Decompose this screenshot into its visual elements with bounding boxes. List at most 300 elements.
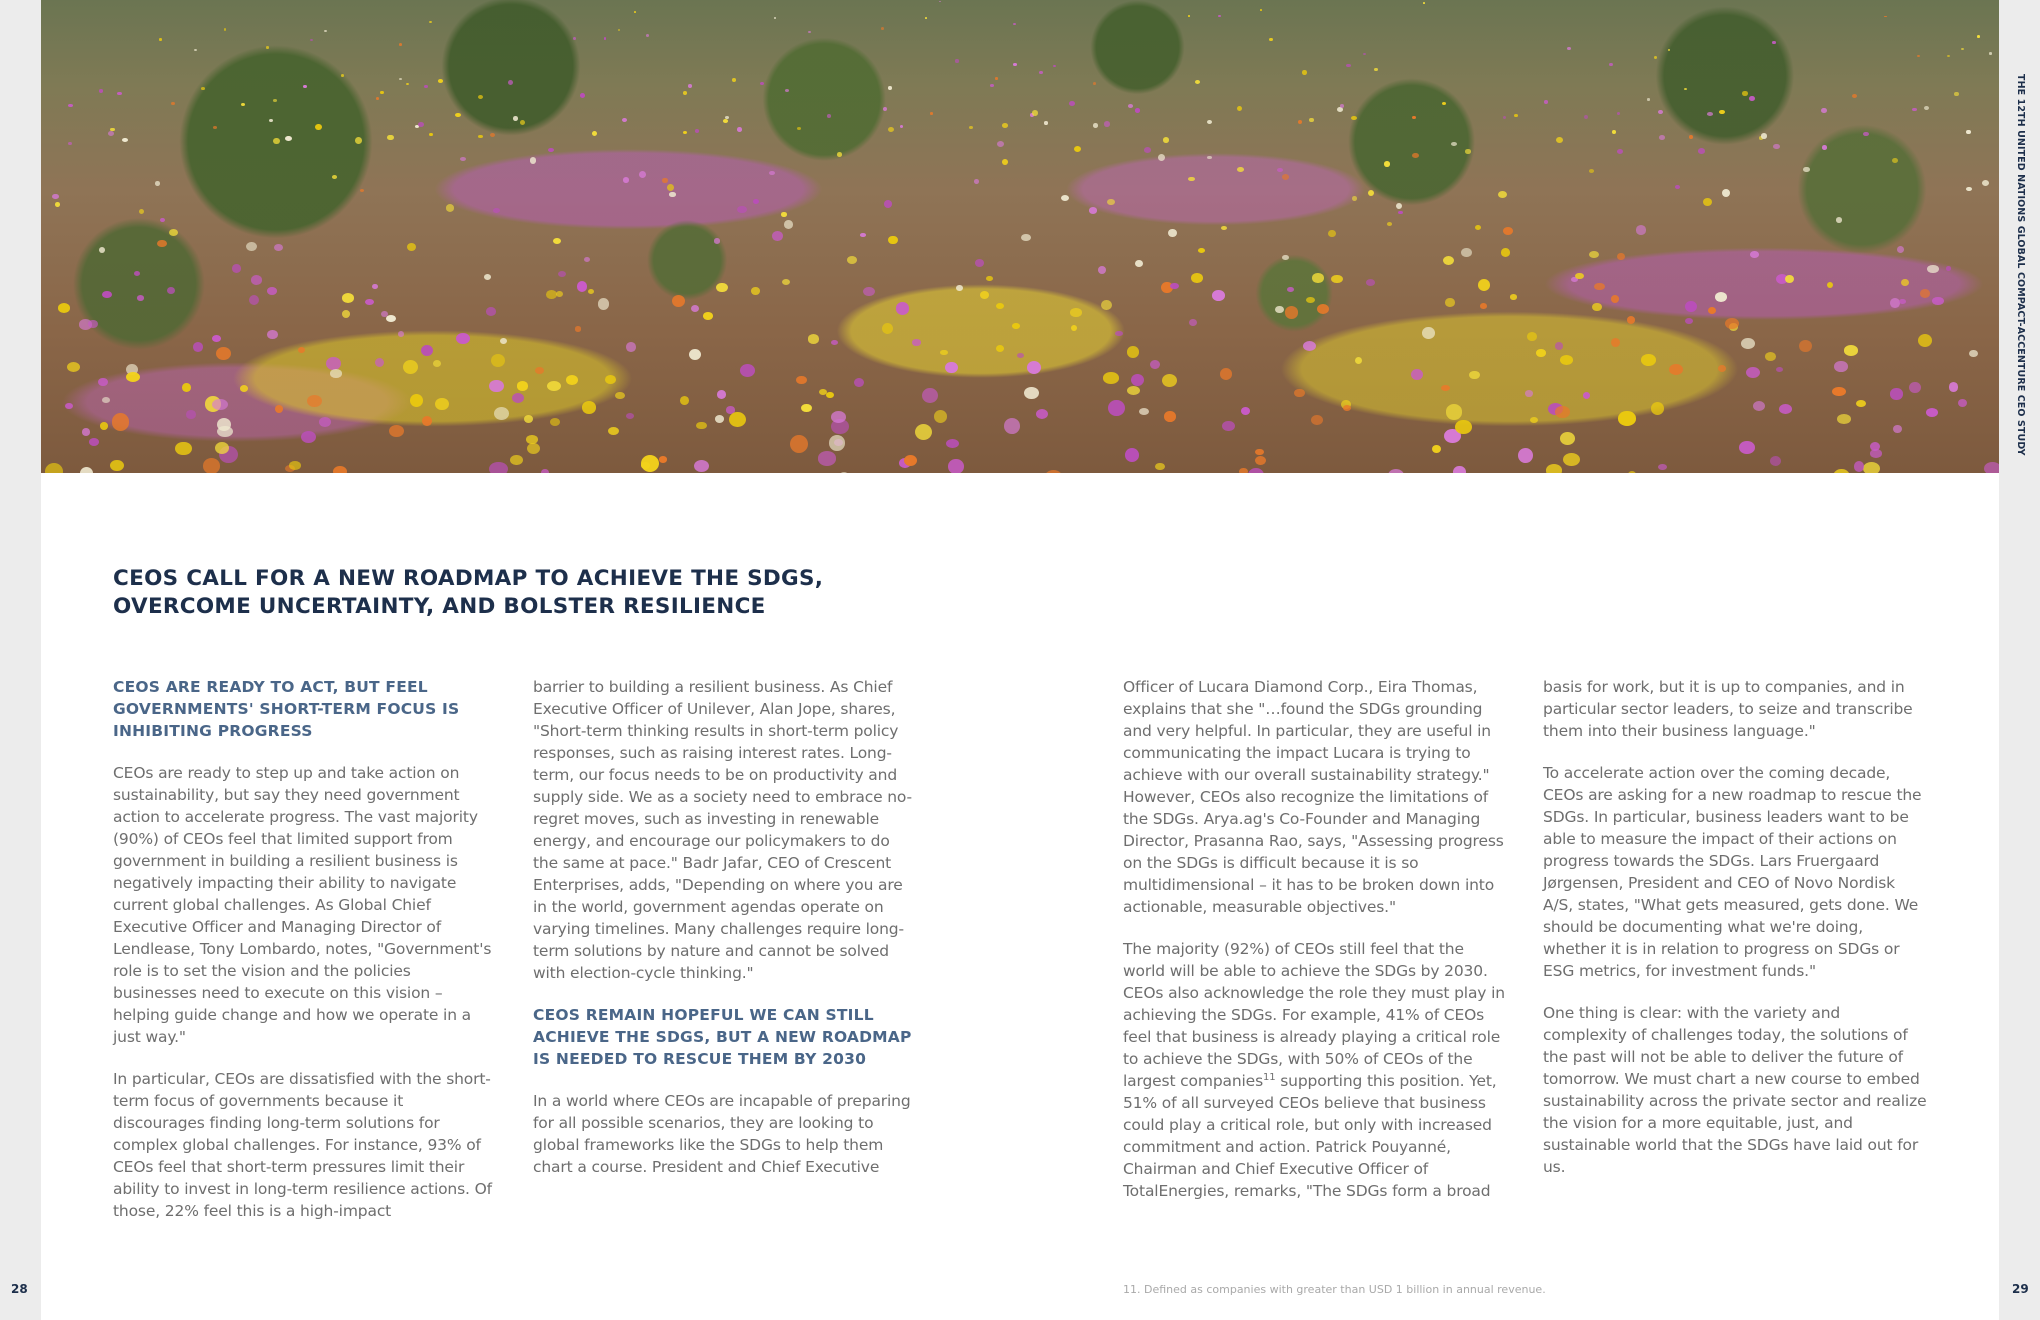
flower-speckle [827,114,831,118]
flower-speckle [912,339,920,345]
running-title [2012,74,2028,456]
flower-speckle [1612,130,1616,134]
flower-speckle [680,396,689,405]
flower-speckle [112,413,130,430]
flower-speckle [212,335,222,342]
flower-speckle [418,122,424,127]
flower-speckle [1989,52,1993,55]
flower-speckle [484,274,491,280]
flower-speckle [403,360,418,374]
flower-speckle [1555,342,1563,350]
flower-speckle [1306,297,1315,303]
flower-speckle [307,395,322,407]
flower-speckle [732,78,736,82]
flower-speckle [1912,108,1917,111]
flower-speckle [1343,405,1351,411]
flower-speckle [215,442,229,454]
flower-speckle [1445,298,1454,306]
flower-speckle [1589,251,1599,258]
flower-speckle [1927,265,1939,273]
flower-speckle [1442,102,1446,105]
text-column-4 [1543,676,1928,1198]
flower-speckle [193,342,203,352]
flower-speckle [491,354,505,368]
headline-line-2: OVERCOME UNCERTAINTY, AND BOLSTER RESILIENCE [113,594,766,619]
flower-speckle [1753,401,1765,411]
flower-speckle [1685,318,1693,324]
flower-speckle [1396,203,1402,209]
flower-speckle [884,200,893,208]
flower-speckle [67,362,80,372]
flower-speckle [1127,346,1140,358]
flower-speckle [696,422,706,430]
body-paragraph: barrier to building a resilient business. As Chief Executive Officer of Unilever, Alan Jope, shares, "Short-term thinking results in short-term policy responses, such as raising interest rates. Long-term, our focus needs to be on productivity and supply side. We as a society need to embrace no-regret moves, such as investing in renewable energy, and encourage our policymakers to do the same at pace." Badr Jafar, CEO of Crescent Enterprises, adds, "Depending on where you are in the world, government agendas operate on varying timelines. Many challenges require long-term solutions by nature and cannot be solved with election-cycle thinking." [533,678,912,982]
flower-speckle [360,189,364,192]
flower-speckle [1480,303,1487,309]
flower-speckle [1212,290,1225,301]
flower-speckle [1822,145,1827,149]
flower-speckle [1589,169,1594,173]
flower-speckle [88,320,98,329]
page-number-right: 29 [2012,1282,2029,1296]
flower-speckle [117,92,122,95]
flower-speckle [267,330,277,339]
flower-speckle [1917,55,1920,57]
flower-speckle [1555,406,1570,419]
flower-speckle [737,206,747,213]
flower-speckle [1918,334,1932,347]
flower-speckle [831,340,838,345]
flower-speckle [1708,307,1716,314]
flower-speckle [1658,110,1662,114]
flower-speckle [1446,404,1463,419]
flower-speckle [1285,306,1298,318]
flower-speckle [904,455,918,467]
flower-speckle [1294,389,1304,397]
flower-speckle [1164,411,1175,422]
flower-speckle [1926,408,1939,417]
flower-speckle [298,347,305,354]
flower-speckle [695,129,700,133]
flower-speckle [703,312,714,320]
flower-speckle [1328,230,1335,237]
flower-speckle [1530,417,1538,423]
flower-speckle [110,128,114,132]
flower-speckle [737,127,743,132]
flower-speckle [1560,432,1575,445]
flower-speckle [573,37,576,40]
flower-speckle [513,116,518,121]
text-column-2 [533,676,918,1198]
flower-speckle [888,127,894,132]
flower-speckle [1069,101,1075,106]
flower-speckle [203,458,220,473]
flower-speckle [102,397,110,403]
flower-speckle [52,194,59,199]
flower-speckle [1779,404,1792,414]
flower-speckle [946,439,959,449]
flower-speckle [169,229,178,236]
flower-speckle [1966,187,1972,191]
flower-speckle [273,99,277,102]
footnote: 11. Defined as companies with greater than USD 1 billion in annual revenue. [1123,1283,1546,1296]
flower-speckle [102,291,112,299]
flower-speckle [1893,425,1902,433]
flower-speckle [1162,374,1177,387]
flower-speckle [1803,167,1809,173]
flower-speckle [1237,106,1242,111]
flower-speckle [986,276,993,281]
flower-speckle [785,89,789,92]
flower-speckle [900,125,904,128]
flower-speckle [1654,56,1657,59]
flower-speckle [289,461,301,470]
flower-speckle [1317,304,1329,314]
flower-speckle [1611,338,1620,347]
flower-speckle [1567,47,1571,50]
flower-speckle [45,463,63,473]
flower-speckle [1703,198,1712,206]
flower-speckle [1158,154,1165,161]
flower-speckle [478,95,483,99]
flower-speckle [1498,191,1507,198]
flower-speckle [232,264,241,273]
flower-speckle [1669,364,1683,375]
flower-speckle [375,358,384,367]
flower-speckle [826,392,833,398]
flower-speckle [598,298,610,310]
flower-speckle [1932,297,1945,306]
flower-speckle [365,299,374,305]
flower-speckle [1248,468,1264,473]
flower-speckle [1144,147,1151,153]
flower-speckle [1641,354,1656,366]
flower-speckle [1827,282,1833,288]
flower-speckle [1128,104,1133,108]
flower-speckle [1583,392,1590,399]
flower-speckle [167,287,175,294]
flower-speckle [455,113,461,117]
flower-speckle [566,375,579,385]
flower-speckle [1899,299,1905,304]
flower-speckle [558,271,566,278]
flower-speckle [1108,400,1124,416]
flower-speckle [784,220,794,229]
flower-speckle [1503,116,1507,119]
flower-speckle [460,157,467,162]
flower-speckle [969,126,973,129]
flower-speckle [241,103,245,106]
flower-speckle [1527,332,1537,341]
flower-speckle [883,107,887,111]
flower-speckle [1451,142,1456,146]
flower-speckle [1412,153,1419,159]
flower-speckle [751,287,759,294]
flower-speckle [246,242,257,251]
flower-speckle [251,275,263,285]
flower-speckle [1863,132,1868,136]
flower-speckle [517,381,529,390]
flower-speckle [500,338,507,344]
flower-speckle [410,394,423,407]
body-paragraph: Officer of Lucara Diamond Corp., Eira Thomas, explains that she "…found the SDGs grounding and very helpful. In particular, they are useful in communicating the impact Lucara is trying to achieve with our overall sustainability strategy." However, CEOs also recognize the limitations of the SDGs. Arya.ag's Co-Founder and Managing Director, Prasanna Rao, says, "Assessing progress on the SDGs is difficult because it is so multidimensional – it has to be broken down into actionable, measurable objectives." [1123,678,1504,916]
flower-speckle [618,29,620,31]
flower-speckle [157,240,167,248]
flower-speckle [1398,211,1403,215]
flower-speckle [406,83,409,86]
flower-speckle [854,378,864,387]
flower-speckle [1002,123,1008,128]
flower-speckle [1125,448,1139,462]
flower-speckle [1741,338,1755,349]
flower-speckle [553,238,561,244]
flower-speckle [1191,273,1203,283]
flower-speckle [837,152,842,156]
flower-speckle [1954,92,1959,97]
flower-speckle [1685,301,1697,312]
running-title-text: THE 12TH UNITED NATIONS GLOBAL COMPACT-ACCENTURE CEO STUDY [2015,74,2026,456]
flower-speckle [847,256,857,264]
flower-speckle [212,399,228,410]
flower-speckle [948,459,964,473]
flower-speckle [808,334,819,343]
flower-speckle [489,380,504,393]
flower-speckle [615,392,625,400]
flower-speckle [1239,468,1248,473]
flower-speckle [68,104,72,107]
flower-speckle [342,310,351,318]
flower-speckle [1221,226,1227,230]
flower-speckle [1525,390,1533,396]
flower-speckle [939,1,941,2]
flower-speckle [626,342,636,351]
flower-speckle [956,285,962,291]
flower-speckle [608,427,619,435]
flower-speckle [1636,225,1646,234]
flower-speckle [267,287,277,295]
flower-speckle [139,209,144,214]
flower-speckle [1718,365,1726,372]
flower-speckle [725,116,729,119]
flower-speckle [510,455,522,465]
flower-speckle [1518,448,1533,463]
flower-speckle [1241,407,1250,415]
page-headline [113,565,1013,621]
body-paragraph: One thing is clear: with the variety and complexity of challenges today, the solutions of the past will not be able to deliver the future of tomorrow. We must chart a new course to embed sustainability across the private sector and realize the vision for a more equitable, just, and sustainable world that the SDGs have laid out for us. [1543,1004,1927,1176]
flower-speckle [275,405,284,413]
flower-speckle [1131,374,1144,386]
flower-speckle [1870,449,1882,457]
flower-speckle [137,295,145,301]
flower-speckle [494,407,509,420]
flower-speckle [1195,80,1200,84]
flower-speckle [1659,135,1665,140]
flower-speckle [1739,441,1754,454]
flower-speckle [446,204,454,212]
flower-speckle [1949,382,1959,391]
flower-speckle [592,131,597,136]
flower-speckle [456,333,470,344]
flower-speckle [1560,355,1574,365]
flower-speckle [1854,461,1865,472]
flower-speckle [694,460,709,472]
flower-speckle [584,257,590,262]
flower-speckle [1544,100,1548,103]
flower-speckle [1013,63,1016,66]
flower-speckle [249,295,260,305]
flower-speckle [1384,161,1390,166]
flower-speckle [1651,402,1665,415]
flower-speckle [1592,303,1602,311]
flower-speckle [1618,411,1636,425]
flower-speckle [1282,255,1289,260]
flower-speckle [1355,357,1362,364]
flower-speckle [896,302,909,314]
flower-speckle [1093,82,1096,85]
flower-speckle [605,375,616,384]
flower-speckle [1594,283,1605,291]
flower-speckle [1139,408,1150,415]
flower-speckle [940,350,947,355]
flower-speckle [1833,469,1850,473]
flower-speckle [1198,248,1205,253]
flower-speckle [1837,414,1851,424]
flower-speckle [527,443,541,454]
flower-speckle [860,233,865,237]
flower-speckle [659,456,667,462]
flower-speckle [1832,387,1846,397]
flower-speckle [1070,308,1081,317]
flower-speckle [478,135,483,139]
flower-speckle [1834,361,1847,372]
flower-speckle [550,418,560,426]
flower-speckle [575,326,582,331]
flower-speckle [1742,91,1747,96]
flower-speckle [714,238,721,243]
flower-speckle [716,283,727,293]
flower-speckle [1351,116,1357,120]
flower-speckle [1890,298,1900,308]
flower-speckle [1746,367,1760,378]
flower-speckle [1303,341,1316,351]
section-heading-ceos-hopeful: CEOS REMAIN HOPEFUL WE CAN STILL ACHIEVE THE SDGS, BUT A NEW ROADMAP IS NEEDED TO RESCUE THEM BY 2030 [533,1006,912,1068]
flower-speckle [975,259,985,267]
flower-speckle [1982,180,1989,186]
flower-speckle [808,31,811,33]
flower-speckle [1298,120,1302,124]
flower-speckle [1750,251,1759,257]
flower-speckle [683,131,687,134]
flower-speckle [1287,287,1294,292]
flower-speckle [330,369,341,378]
flower-speckle [58,303,70,313]
flower-speckle [955,59,958,62]
flower-speckle [1770,456,1781,466]
flower-speckle [626,413,634,419]
flower-speckle [372,284,378,289]
flower-speckle [662,178,667,183]
flower-speckle [1556,137,1563,143]
flower-speckle [796,376,807,384]
flower-speckle [1441,385,1450,391]
flower-speckle [310,39,313,41]
flower-speckle [224,28,226,30]
flower-speckle [1260,9,1262,11]
flower-speckle [433,360,441,367]
flower-speckle [341,74,344,77]
flower-speckle [1897,246,1904,253]
flower-speckle [683,91,688,95]
flower-speckle [99,247,105,253]
flower-speckle [641,462,650,468]
flower-speckle [435,398,449,411]
report-spread [41,0,1999,1320]
flower-speckle [1089,207,1097,213]
flower-speckle [782,279,791,285]
body-paragraph: In particular, CEOs are dissatisfied with the short-term focus of governments because it discourages finding long-term solutions for complex global challenges. For instance, 93% of CEOs feel that short-term pressures limit their ability to invest in long-term resilience actions. Of those, 22% feel this is a high-impact [113,1070,492,1220]
flower-speckle [1455,420,1471,434]
flower-speckle [1168,229,1177,237]
flower-speckle [1958,399,1967,407]
flower-speckle [888,86,892,89]
flower-speckle [582,401,596,414]
flower-speckle [1103,372,1119,383]
flower-speckle [1536,349,1545,357]
flower-speckle [1368,190,1375,196]
flower-speckle [324,30,327,32]
flower-speckle [1036,409,1048,419]
text-column-3 [1123,676,1508,1222]
flower-speckle [315,124,321,130]
flower-speckle [769,171,774,175]
flower-speckle [1135,108,1141,112]
flower-speckle [80,467,93,473]
flower-speckle [1920,289,1930,297]
flower-speckle [1061,195,1070,202]
flower-speckle [922,388,938,403]
flower-speckle [1107,199,1115,205]
flower-speckle [1093,123,1098,128]
flower-speckle [1237,167,1244,172]
flower-speckle [1689,135,1693,139]
flower-speckle [1776,367,1783,372]
flower-speckle [240,385,248,392]
wildflower-meadow-photo [41,0,1999,473]
flower-speckle [1411,369,1423,380]
flower-speckle [691,305,699,312]
flower-speckle [1044,470,1063,473]
flower-speckle [1150,360,1160,369]
flower-speckle [1668,49,1671,51]
flower-speckle [380,91,384,94]
flower-speckle [639,171,646,178]
flower-speckle [1207,156,1212,159]
flower-speckle [753,199,759,204]
flower-speckle [996,303,1004,309]
flower-speckle [110,460,124,471]
flower-speckle [333,466,347,473]
flower-speckle [1032,110,1038,116]
flower-speckle [1039,71,1042,74]
body-paragraph [1123,938,1508,1202]
flower-speckle [925,17,928,19]
flower-speckle [1331,275,1343,284]
flower-speckle [1475,225,1481,230]
flower-speckle [1366,279,1375,286]
flower-speckle [89,438,99,446]
flower-speckle [1074,146,1081,152]
flower-speckle [342,293,355,303]
